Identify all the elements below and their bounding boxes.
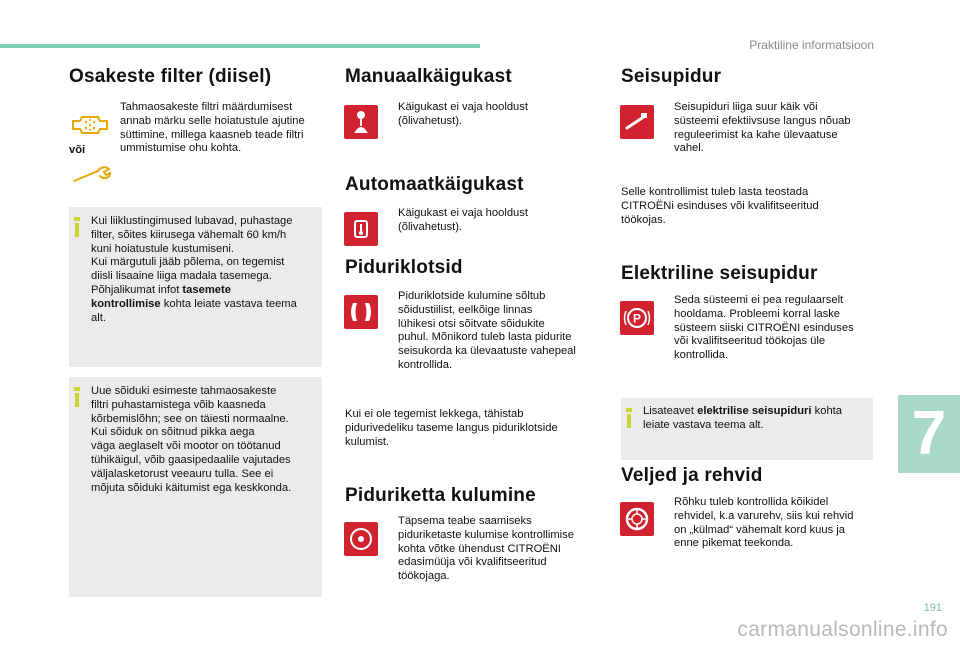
section-title-brake-discs: Piduriketta kulumine [345, 485, 536, 506]
info-box-filter-cleaning [69, 207, 322, 367]
parking-brake-lever-icon [620, 105, 654, 139]
section-title-particle-filter: Osakeste filter (diisel) [69, 66, 272, 87]
parking-brake-text: Seisupiduri liiga suur käik või süsteemi efektiivsuse langus nõuab reguleerimist ka kahe ülevaatuse vahel. [674, 101, 851, 155]
brake-discs-text: Täpsema teabe saamiseks piduriketaste kulumise kontrollimise kohta võtke ühendust CITROËNI edasimüüja või kvalifitseeritud töökojaga. [398, 515, 574, 583]
info-box-electric-parking-brake-text: Lisateavet elektrilise seisupiduri kohta leiate vastava teema alt. [643, 405, 843, 431]
brake-pads-icon [344, 295, 378, 329]
info-box-new-vehicle [69, 377, 322, 597]
section-title-brake-pads: Piduriklotsid [345, 257, 463, 278]
brake-fluid-note: Kui ei ole tegemist lekkega, tähistab pidurivedeliku taseme langus piduriklotside kulumist. [345, 408, 558, 448]
particle-filter-warning-icon [72, 113, 108, 137]
header-title: Praktiline informatsioon [749, 38, 874, 52]
or-label: või [69, 144, 86, 156]
automatic-gearbox-text: Käigukast ei vaja hooldust (õlivahetust). [398, 207, 528, 233]
section-title-parking-brake: Seisupidur [621, 66, 722, 87]
header-accent-bar [0, 44, 480, 48]
wrench-icon [72, 165, 112, 185]
svg-text:P: P [632, 311, 642, 326]
wheels-tyres-text: Rõhku tuleb kontrollida kõikidel rehvidel, k.a varurehv, siis kui rehvid on „külmad“ vähemalt kord kuus ja enne pikemat teekonda. [674, 496, 854, 550]
particle-filter-intro: Tahmaosakeste filtri määrdumisest annab märku selle hoiatustule ajutine süttimine, millega kaasneb teade filtri ummistumise ohu kohta. [120, 101, 305, 155]
electric-parking-brake-text: Seda süsteemi ei pea regulaarselt hooldama. Probleemi korral laske süsteem siiski CITROËNI esinduses või kvalifitseeritud töökojas üle kontrollida. [674, 294, 854, 362]
info-box-filter-cleaning-text: Kui liiklustingimused lubavad, puhastage filter, sõites kiirusega vähemalt 60 km/h kuni hoiatustule kustumiseni. Kui märgutuli jääb põlema, on tegemist diisli lisaaine liiga madala tasemega. Põhjalikumat infot tasemete kontrollimise kohta leiate vastava teema alt. [91, 215, 297, 324]
section-title-automatic-gearbox: Automaatkäigukast [345, 174, 524, 195]
info-box-new-vehicle-text: Uue sõiduki esimeste tahmaosakeste filtri puhastamistega võib kaasneda kõrbemislõhn; see on täiesti normaalne. Kui sõiduk on sõitnud pikka aega väga aeglaselt või mootor on töötanud tühikäigul, võib gaasipedaalile vajutades väljalasketorust veeauru tulla. See ei mõjuta sõiduki käitumist ega keskkonda. [91, 385, 292, 494]
watermark: carmanualsonline.info [737, 618, 948, 641]
electric-parking-brake-icon [620, 301, 654, 335]
section-title-electric-parking-brake: Elektriline seisupidur [621, 263, 818, 284]
brake-pads-text: Piduriklotside kulumine sõltub sõidustiilist, eelkõige linnas lühikesi otsi sõitvate sõidukite puhul. Mõnikord tuleb lasta pidurite seisukorda ka ülevaatuste vahepeal kontrollida. [398, 290, 576, 371]
wheel-tyre-icon [620, 502, 654, 536]
parking-brake-note: Selle kontrollimist tuleb lasta teostada CITROËNi esinduses või kvalifitseeritud töökojas. [621, 186, 819, 226]
page-number: 191 [923, 602, 942, 614]
chapter-number: 7 [911, 399, 947, 468]
info-box-electric-parking-brake [621, 398, 873, 460]
manual-gearbox-text: Käigukast ei vaja hooldust (õlivahetust). [398, 101, 528, 127]
gear-stick-icon [344, 105, 378, 139]
section-title-manual-gearbox: Manuaalkäigukast [345, 66, 512, 87]
brake-disc-icon [344, 522, 378, 556]
section-title-wheels-tyres: Veljed ja rehvid [621, 465, 763, 486]
automatic-gearbox-icon [344, 212, 378, 246]
